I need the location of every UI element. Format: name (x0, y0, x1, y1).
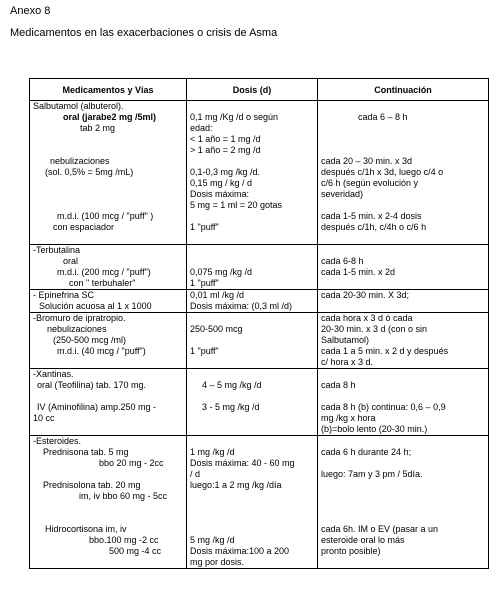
cell-line (190, 424, 314, 435)
cell-line (33, 391, 183, 402)
column-header-medication: Medicamentos y Vías (30, 79, 187, 101)
cell-line (33, 424, 183, 435)
cell-line (190, 156, 314, 167)
table-row (30, 369, 489, 436)
table-header (30, 79, 489, 101)
cell-line: nebulizaciones (47, 324, 107, 334)
column-header-dose: Dosis (d) (187, 79, 318, 101)
cell-line: -Bromuro de ipratropio. (33, 313, 126, 323)
cell-line: c/ hora x 3 d. (321, 357, 374, 367)
cell-line (321, 101, 485, 112)
cell-line: cada 8 h (321, 380, 356, 390)
cell-line: c/6 h (según evolución y (321, 178, 419, 188)
medication-cell (30, 436, 187, 569)
cell-line (190, 357, 314, 368)
cell-line: 1 mg /kg /d (190, 447, 235, 457)
cell-line: oral (63, 256, 79, 266)
cell-line: m.d.i. (40 mcg / "puff") (57, 346, 146, 356)
cell-line (190, 413, 314, 424)
cell-line: 1 "puff" (190, 222, 219, 232)
cell-line: Salbutamol) (321, 335, 370, 345)
cell-line (33, 502, 183, 513)
cell-line: < 1 año = 1 mg /d (190, 134, 261, 144)
cell-line (190, 436, 314, 447)
continuation-cell (318, 369, 489, 436)
cell-line (190, 502, 314, 513)
table-row (30, 101, 489, 245)
dose-cell (187, 245, 318, 290)
cell-line: severidad) (321, 189, 364, 199)
medication-cell (30, 245, 187, 290)
cell-line: m.d.i. (100 mcg / "puff" ) (57, 211, 154, 221)
cell-line: / d (190, 469, 201, 479)
cell-line (321, 557, 485, 568)
cell-line: cada 8 h (b) continua: 0,6 – 0,9 (321, 402, 446, 412)
cell-line: edad: (190, 123, 213, 133)
cell-line (321, 458, 485, 469)
cell-line: IV (Aminofilina) amp.250 mg - (37, 402, 157, 412)
cell-line: 250-500 mcg (190, 324, 243, 334)
cell-line (190, 513, 314, 524)
cell-line (33, 357, 183, 368)
cell-line: > 1 año = 2 mg /d (190, 145, 261, 155)
cell-line: Dosis máxima: 40 - 60 mg (190, 458, 295, 468)
cell-line: cada 6-8 h (321, 256, 364, 266)
cell-line (321, 391, 485, 402)
cell-line: 4 – 5 mg /kg /d (202, 380, 262, 390)
cell-line: luego: 7am y 3 pm / 5día. (321, 469, 423, 479)
cell-line: Solución acuosa al 1 x 1000 (39, 301, 152, 311)
column-header-continuation: Continuación (318, 79, 489, 101)
cell-line (33, 513, 183, 524)
cell-line: 3 - 5 mg /kg /d (202, 402, 260, 412)
cell-line (33, 189, 183, 200)
cell-line (190, 491, 314, 502)
cell-line (33, 134, 183, 145)
cell-line: con espaciador (53, 222, 115, 232)
cell-line (321, 369, 485, 380)
cell-line: luego:1 a 2 mg /kg /día (190, 480, 282, 490)
cell-line: después c/1h, c/4h o c/6 h (321, 222, 427, 232)
cell-line (33, 145, 183, 156)
medication-cell (30, 313, 187, 369)
cell-line: nebulizaciones (50, 156, 110, 166)
continuation-cell (318, 436, 489, 569)
cell-line: cada 6h. IM o EV (pasar a un (321, 524, 439, 534)
cell-line: Dosis máxima: (190, 189, 250, 199)
cell-line: Prednisolona tab. 20 mg (43, 480, 141, 490)
medication-cell (30, 290, 187, 313)
cell-line: Dosis máxima: (0,3 ml /d) (190, 301, 293, 311)
cell-line: cada 20 – 30 min. x 3d (321, 156, 413, 166)
cell-line: cada 20-30 min. X 3d; (321, 290, 410, 300)
cell-line: 0,1 mg /Kg /d o según (190, 112, 279, 122)
cell-line: tab 2 mg (80, 123, 116, 133)
cell-line (190, 524, 314, 535)
cell-line (33, 469, 183, 480)
cell-line (33, 557, 183, 568)
cell-line (321, 123, 485, 134)
table-row (30, 290, 489, 313)
cell-line (33, 178, 183, 189)
dose-cell (187, 101, 318, 245)
cell-line: bbo 20 mg - 2cc (99, 458, 164, 468)
cell-line: (sol. 0,5% = 5mg /mL) (45, 167, 134, 177)
dose-cell (187, 313, 318, 369)
cell-line: bbo.100 mg -2 cc (89, 535, 159, 545)
cell-line (321, 134, 485, 145)
cell-line: 20-30 min. x 3 d (con o sin (321, 324, 428, 334)
annex-label: Anexo 8 (10, 5, 51, 17)
cell-line (190, 101, 314, 112)
cell-line: esteroide oral lo más (321, 535, 405, 545)
cell-line (190, 313, 314, 324)
continuation-cell (318, 290, 489, 313)
table-row (30, 313, 489, 369)
dose-cell (187, 290, 318, 313)
table-header-row (30, 79, 489, 101)
cell-line (190, 369, 314, 380)
cell-line: - Epinefrina SC (33, 290, 95, 300)
cell-line: 0,15 mg / kg / d (190, 178, 253, 188)
cell-line (321, 200, 485, 211)
table-row (30, 436, 489, 569)
cell-line (321, 245, 485, 256)
cell-line: m.d.i. (200 mcg / "puff") (57, 267, 151, 277)
cell-line (190, 256, 314, 267)
cell-line (190, 391, 314, 402)
table-row (30, 245, 489, 290)
cell-line (321, 502, 485, 513)
cell-line: oral (Teofilina) tab. 170 mg. (37, 380, 147, 390)
cell-line: pronto posible) (321, 546, 381, 556)
cell-line: Dosis máxima:100 a 200 (190, 546, 290, 556)
cell-line: cada 1 a 5 min. x 2 d y después (321, 346, 449, 356)
table-body (30, 101, 489, 569)
cell-line (33, 200, 183, 211)
continuation-cell (318, 313, 489, 369)
medication-table (29, 78, 489, 569)
cell-line: cada hora x 3 d ó cada (321, 313, 413, 323)
cell-line: cada 6 – 8 h (358, 112, 408, 122)
cell-line (321, 513, 485, 524)
cell-line (321, 436, 485, 447)
cell-line (321, 278, 485, 289)
continuation-cell (318, 245, 489, 290)
cell-line (321, 301, 485, 312)
cell-line: -Esteroides. (33, 436, 82, 446)
cell-line (321, 233, 485, 244)
cell-line: Salbutamol (albuterol). (33, 101, 124, 111)
cell-line: 5 mg = 1 ml = 20 gotas (190, 200, 283, 210)
medication-cell (30, 101, 187, 245)
cell-line: (250-500 mcg /ml) (53, 335, 127, 345)
cell-line: Prednisona tab. 5 mg (43, 447, 129, 457)
cell-line: -Terbutalina (33, 245, 81, 255)
document-title: Medicamentos en las exacerbaciones o crisis de Asma (10, 27, 278, 39)
cell-line: oral (jarabe2 mg /5ml) (63, 112, 157, 122)
cell-line: 0,1-0,3 mg /kg /d. (190, 167, 261, 177)
continuation-cell (318, 101, 489, 245)
cell-line: mg /kg x hora (321, 413, 376, 423)
cell-line: 10 cc (33, 413, 55, 423)
cell-line (190, 245, 314, 256)
cell-line: -Xantinas. (33, 369, 74, 379)
cell-line: 500 mg -4 cc (109, 546, 162, 556)
cell-line (321, 480, 485, 491)
cell-line (190, 335, 314, 346)
cell-line: cada 1-5 min. x 2d (321, 267, 396, 277)
cell-line (190, 211, 314, 222)
cell-line: mg por dosis. (190, 557, 245, 567)
cell-line: 0,075 mg /kg /d (190, 267, 253, 277)
cell-line (321, 145, 485, 156)
dose-cell (187, 369, 318, 436)
cell-line (190, 233, 314, 244)
dose-cell (187, 436, 318, 569)
cell-line: 5 mg /kg /d (190, 535, 235, 545)
cell-line: con " terbuhaler" (69, 278, 136, 288)
medication-cell (30, 369, 187, 436)
cell-line: cada 6 h durante 24 h; (321, 447, 412, 457)
cell-line: 1 "puff" (190, 346, 219, 356)
cell-line: cada 1-5 min. x 2-4 dosis (321, 211, 422, 221)
cell-line: 0,01 ml /kg /d (190, 290, 245, 300)
cell-line: después c/1h x 3d, luego c/4 o (321, 167, 444, 177)
cell-line: (b)=bolo lento (20-30 min.) (321, 424, 428, 434)
cell-line: Hidrocortisona im, iv (45, 524, 127, 534)
cell-line: im, iv bbo 60 mg - 5cc (79, 491, 168, 501)
cell-line (33, 233, 183, 244)
cell-line: 1 "puff" (190, 278, 219, 288)
cell-line (321, 491, 485, 502)
